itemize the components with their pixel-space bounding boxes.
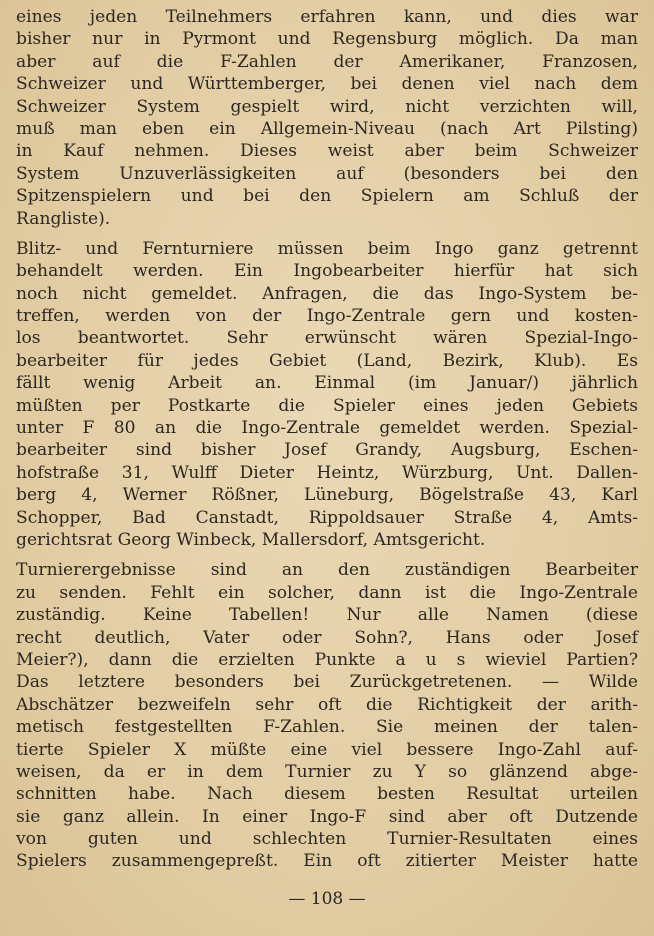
text-line: bisher nur in Pyrmont und Regensburg möglich. Da man [16, 29, 638, 50]
text-line: los beantwortet. Sehr erwünscht wären Spezial-Ingo- [16, 328, 638, 349]
text-line: muß man eben ein Allgemein-Niveau (nach Art Pilsting) [16, 118, 638, 139]
paragraph-2 [16, 238, 638, 551]
text-line: unter F 80 an die Ingo-Zentrale gemeldet werden. Spezial- [16, 418, 638, 439]
text-line: Meier?), dann die erzielten Punkte a u s wieviel Partien? [16, 649, 638, 670]
text-line: bearbeiter für jedes Gebiet (Land, Bezirk, Klub). Es [16, 350, 638, 371]
text-line: zu senden. Fehlt ein solcher, dann ist die Ingo-Zentrale [16, 582, 638, 603]
paragraph-3 [16, 559, 638, 872]
text-line: berg 4, Werner Rößner, Lüneburg, Bögelstraße 43, Karl [16, 485, 638, 506]
text-line: schnitten habe. Nach diesem besten Resultat urteilen [16, 784, 638, 805]
text-line: noch nicht gemeldet. Anfragen, die das Ingo-System be- [16, 283, 638, 304]
text-line: treffen, werden von der Ingo-Zentrale gern und kosten- [16, 306, 638, 327]
text-line: Schopper, Bad Canstadt, Rippoldsauer Straße 4, Amts- [16, 507, 638, 528]
text-line: eines jeden Teilnehmers erfahren kann, und dies war [16, 7, 638, 27]
page-number: — 108 — [288, 889, 366, 909]
text-line: weisen, da er in dem Turnier zu Y so glänzend abge- [16, 761, 638, 782]
text-line: hofstraße 31, Wulff Dieter Heintz, Würzburg, Unt. Dallen- [16, 462, 638, 483]
text-line: müßten per Postkarte die Spieler eines jeden Gebiets [16, 395, 638, 416]
text-line: Rangliste). [16, 208, 111, 229]
text-line: behandelt werden. Ein Ingobearbeiter hierfür hat sich [16, 261, 638, 282]
paragraph-1 [16, 6, 638, 230]
text-line: System Unzuverlässigkeiten auf (besonders bei den [16, 163, 638, 184]
text-line: Turnierergebnisse sind an den zuständigen Bearbeiter [16, 560, 638, 581]
text-line: bearbeiter sind bisher Josef Grandy, Augsburg, Eschen- [16, 440, 638, 461]
text-line: von guten und schlechten Turnier-Resultaten eines [16, 829, 638, 850]
text-line: tierte Spieler X müßte eine viel bessere Ingo-Zahl auf- [16, 739, 638, 760]
page-body [16, 6, 638, 881]
text-line: metisch festgestellten F-Zahlen. Sie meinen der talen- [16, 717, 638, 738]
text-line: aber auf die F-Zahlen der Amerikaner, Franzosen, [16, 51, 638, 72]
text-line: Schweizer System gespielt wird, nicht verzichten will, [16, 96, 638, 117]
text-line: Spielers zusammengepreßt. Ein oft zitierter Meister hatte [16, 851, 638, 872]
text-line: Spitzenspielern und bei den Spielern am Schluß der [16, 186, 638, 207]
text-line: in Kauf nehmen. Dieses weist aber beim Schweizer [16, 141, 638, 162]
text-line: gerichtsrat Georg Winbeck, Mallersdorf, Amtsgericht. [16, 529, 486, 550]
text-line: zuständig. Keine Tabellen! Nur alle Namen (diese [16, 605, 638, 626]
text-line: recht deutlich, Vater oder Sohn?, Hans oder Josef [16, 627, 638, 648]
text-line: Abschätzer bezweifeln sehr oft die Richtigkeit der arith- [16, 694, 638, 715]
text-line: sie ganz allein. In einer Ingo-F sind aber oft Dutzende [16, 806, 638, 827]
text-line: Schweizer und Württemberger, bei denen viel nach dem [16, 74, 638, 95]
text-line: Blitz- und Fernturniere müssen beim Ingo ganz getrennt [16, 238, 638, 259]
text-line: Das letztere besonders bei Zurückgetretenen. — Wilde [16, 672, 638, 693]
text-line: fällt wenig Arbeit an. Einmal (im Januar/) jährlich [16, 373, 638, 394]
